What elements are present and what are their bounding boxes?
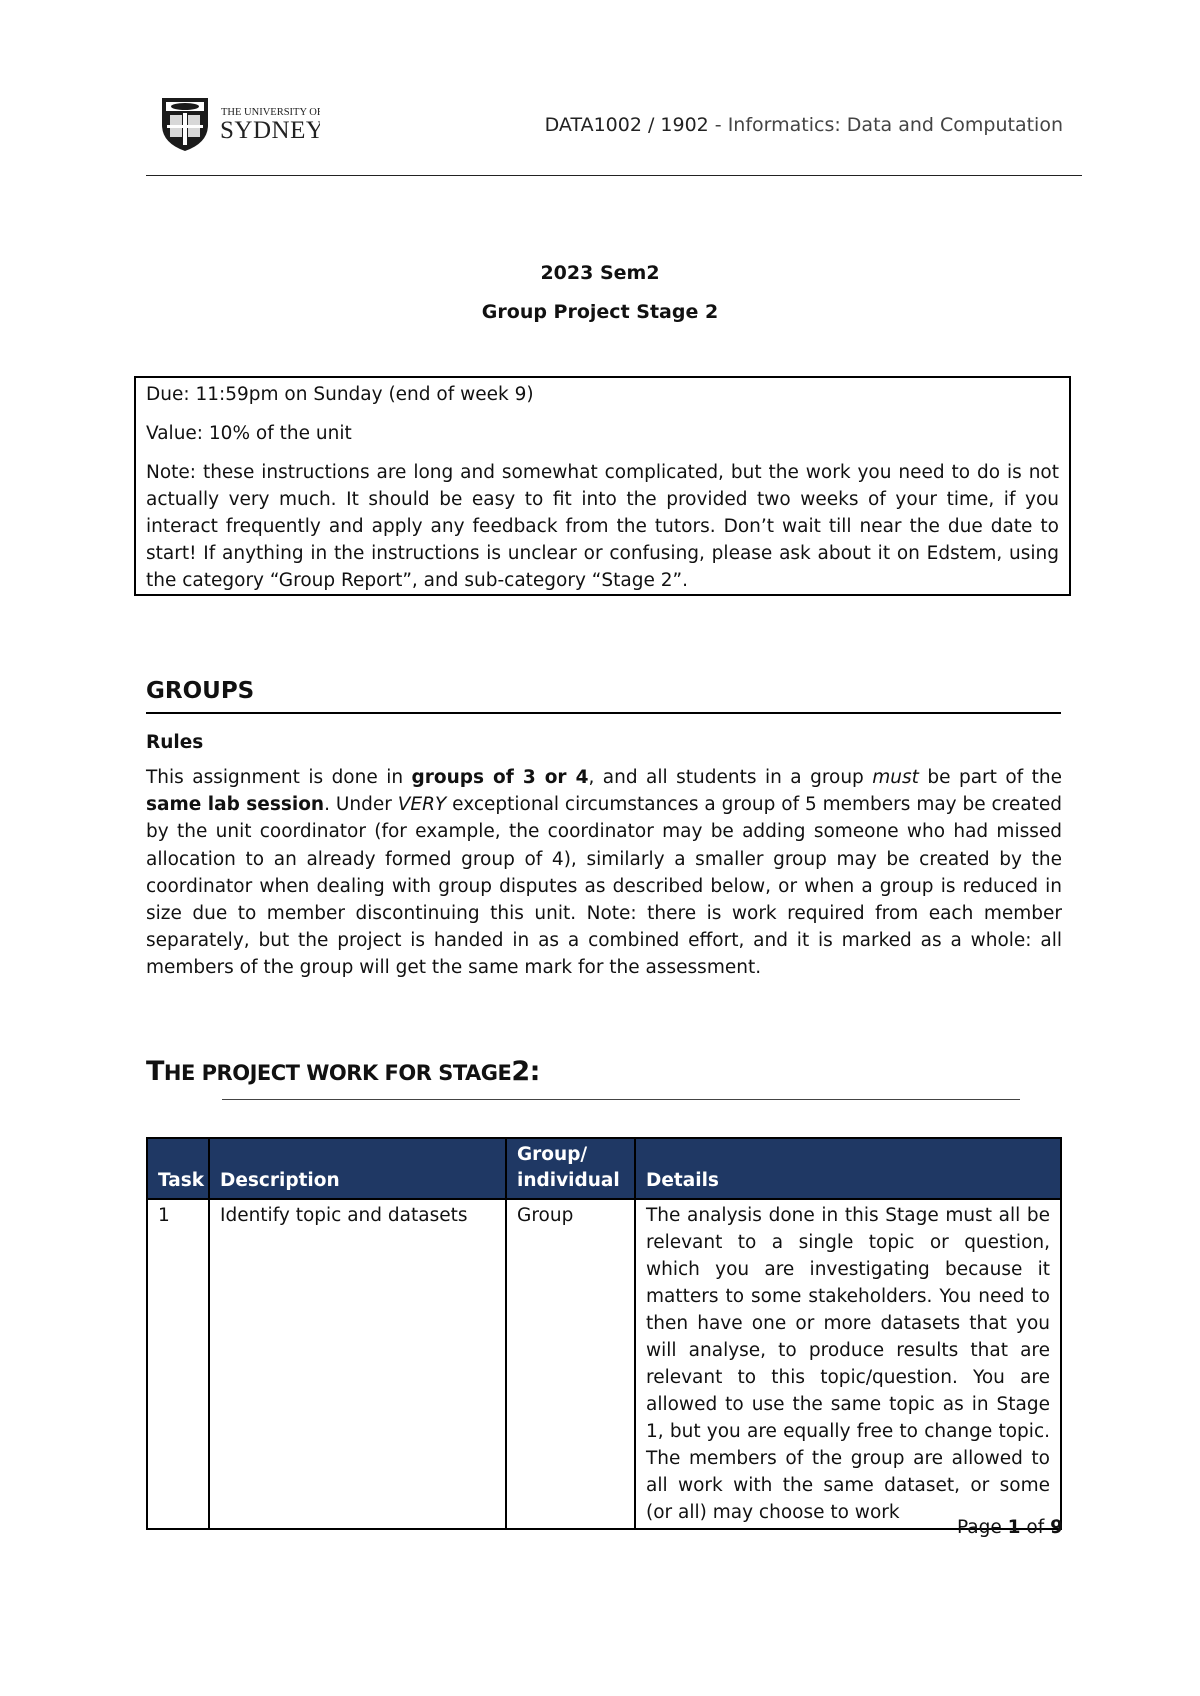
university-logo bbox=[160, 95, 320, 153]
groups-size-emphasis: groups of 3 or 4 bbox=[411, 767, 589, 788]
info-box bbox=[134, 376, 1071, 596]
very-emphasis: VERY bbox=[397, 794, 447, 816]
page-number: Page 1 of 9 bbox=[956, 1517, 1063, 1538]
table-header-row bbox=[147, 1138, 1061, 1199]
col-task: Task bbox=[147, 1138, 209, 1199]
project-work-title: THE PROJECT WORK FOR STAGE2: bbox=[146, 1056, 540, 1087]
col-description: Description bbox=[209, 1138, 506, 1199]
value-text: Value: 10% of the unit bbox=[146, 423, 352, 444]
groups-paragraph: This assignment is done in groups of 3 or 4, and all students in a group must be part of the same lab session. Under VERY exceptional circumstances a group of 5 members may be created by the unit coordinator (for example, the coordinator may be adding someone who had missed allocation to an already formed group of 4), similarly a smaller group may be created by the coordinator when dealing with group disputes as described below, or when a group is reduced in size due to member discontinuing this unit. Note: there is work required from each member separately, but the project is handed in as a combined effort, and it is marked as a whole: all members of the group will get the same mark for the assessment. bbox=[146, 767, 1063, 979]
course-code: DATA1002 / 1902 bbox=[544, 114, 709, 136]
group-individual-cell: Group bbox=[506, 1199, 635, 1529]
rules-subheading: Rules bbox=[146, 732, 204, 753]
header-rule bbox=[146, 175, 1082, 176]
same-lab-emphasis: same lab session bbox=[146, 794, 325, 816]
page-total: 9 bbox=[1050, 1517, 1063, 1538]
col-group-individual: Group/ individual bbox=[506, 1138, 635, 1199]
tasks-table bbox=[146, 1137, 1062, 1530]
must-emphasis: must bbox=[872, 767, 919, 788]
logo-name-text: SYDNEY bbox=[220, 117, 320, 144]
project-title-rule bbox=[222, 1099, 1020, 1100]
course-header bbox=[545, 114, 1063, 136]
table-row bbox=[147, 1199, 1061, 1529]
logo-top-text: THE UNIVERSITY OF bbox=[221, 107, 320, 118]
course-separator: - bbox=[708, 114, 728, 136]
university-crest-icon bbox=[160, 95, 320, 153]
page-current: 1 bbox=[1007, 1517, 1021, 1538]
term-title: 2023 Sem2 bbox=[540, 262, 660, 284]
due-text: Due: 11:59pm on Sunday (end of week 9) bbox=[146, 384, 534, 405]
assignment-title: Group Project Stage 2 bbox=[481, 301, 719, 323]
description-cell: Identify topic and datasets bbox=[209, 1199, 506, 1529]
task-cell: 1 bbox=[147, 1199, 209, 1529]
col-details: Details bbox=[635, 1138, 1061, 1199]
groups-heading: GROUPS bbox=[146, 678, 255, 704]
groups-heading-rule bbox=[146, 712, 1061, 714]
details-cell: The analysis done in this Stage must all be relevant to a single topic or question, which you are investigating because it matters to some stakeholders. You need to then have one or more datasets that you will analyse, to produce results that are relevant to this topic/question. You are allowed to use the same topic as in Stage 1, but you are equally free to change topic. The members of the group are allowed to all work with the same dataset, or some (or all) may choose to work bbox=[635, 1199, 1061, 1529]
course-name: Informatics: Data and Computation bbox=[727, 114, 1063, 136]
note-text: Note: these instructions are long and somewhat complicated, but the work you need to do is not actually very much. It should be easy to fit into the provided two weeks of your time, if you interact frequently and apply any feedback from the tutors. Don’t wait till near the due date to start! If anything in the instructions is unclear or confusing, please ask about it on Edstem, using the category “Group Report”, and sub-category “Stage 2”. bbox=[146, 462, 1059, 591]
